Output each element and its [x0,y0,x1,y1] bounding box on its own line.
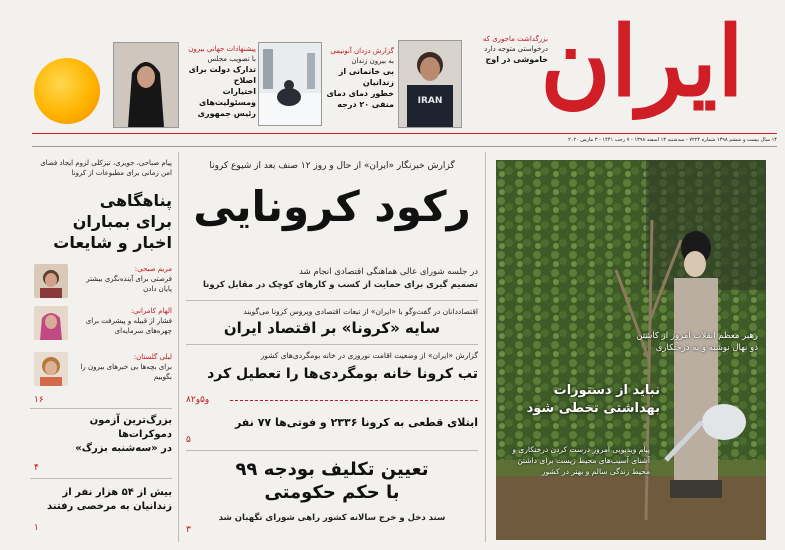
person-2[interactable] [72,306,172,336]
main-headline-2[interactable]: سایه «کرونا» بر اقتصاد ایران [223,319,441,337]
teaser-2-kicker: گزارش دزدان آنونیمی [330,47,394,55]
main-headline-5b[interactable]: با حکم حکومتی [264,482,400,503]
side-mid-3[interactable]: در «سه‌شنبه بزرگ» [75,443,172,454]
main-headline[interactable]: رکود کرونایی [193,182,471,231]
photo-caption-small-1: رهبر معظم انقلاب امروز از کاشتن [636,331,758,341]
teaser-1-headline: خاموشی در اوج [485,55,548,64]
dateline: ۱۴ سال بیست و ششم ۱۳۹۸ شماره ۷۲۲۴ - سه‌شنبه ۱۳ اسفند ۱۳۹۸ - ۷ رجب ۱۴۴۱ - ۳ مارس ۲۰۲۰ [32,133,777,147]
person-2-text: فشار از قبیله و پیشرفت برای چهره‌های سرمایه‌ای [85,317,172,335]
rule-1 [186,300,478,301]
side-mid-1[interactable]: بزرگ‌ترین آزمون [89,415,172,426]
portrait-2 [34,306,68,340]
photo-caption-body: پیام ویدیویی امروز درست کردن درختکاری و آشنای آسیب‌های محیط زیست برای داشتن محیط زندگی سالم و بهتر در کشور [512,445,650,476]
masthead-logo: ایران [540,5,744,118]
teaser-1[interactable] [470,34,548,65]
side-top-text: پیام صباحی، جویزی، تیزکلی لزوم ایجاد فضای امن زمانی برای مطبوعات از کرونا [40,159,172,177]
column-divider-left [178,152,179,542]
weather-sun-icon [34,58,100,124]
person-1-name: مریم صبحی: [134,265,172,273]
main-sub-4: گزارش «ایران» از وضعیت اقامت نوروزی در خانه بومگردی‌های کشور [260,351,478,360]
photo-caption-small-2: دو نهال نوشته و به درختکاری [655,343,758,353]
teaser-3-headline-2: اختیارات ومسئولیت‌های [199,87,256,107]
main-sub-5: سند دخل و خرج سالانه کشور راهی شورای نگهبان شد [218,513,446,523]
column-divider-right [485,152,486,542]
main-headline-4[interactable]: ابتلای قطعی به کرونا ۲۳۳۶ و فوتی‌ها ۷۷ نفر [234,416,478,429]
rule-2 [186,344,478,345]
teaser-2[interactable] [324,46,394,110]
teaser-2-headline-3: منفی ۲۰ درجه [337,100,394,109]
teaser-4-photo [113,42,179,128]
main-sub-2[interactable]: تصمیم گیری برای حمایت از کسب و کارهای کوچک در مقابل کرونا [202,280,478,290]
portrait-1 [34,264,68,298]
side-mid-2[interactable]: دموکرات‌ها [118,429,172,440]
person-1-text: فرصتی برای آینده‌نگری بیشتر پایان دادن [86,275,172,293]
page-ref-1: ۸و۵و۲ [186,395,210,405]
page-ref-2: ۵ [186,435,191,445]
teaser-3-photo [258,42,322,126]
side-headline-3[interactable]: اخبار و شایعات [53,233,172,252]
main-sub-1: در جلسه شورای عالی هماهنگی اقتصادی انجام شد [299,267,478,277]
main-headline-5a[interactable]: تعیین تکلیف بودجه ۹۹ [235,459,429,480]
teaser-2-photo [398,40,462,128]
teaser-3-kicker: پیشنهادات جهانی بیرون [188,45,256,53]
person-3[interactable] [72,352,172,382]
main-headline-3[interactable]: تب کرونا خانه بومگردی‌ها را تعطیل کرد [207,366,478,382]
person-3-name: لیلی گلستان: [133,353,172,361]
side-bottom-1[interactable]: بیش از ۵۴ هزار نفر از [62,487,172,498]
photo-caption-big-1[interactable]: نباید از دستورات [553,383,660,398]
teaser-2-headline: بی خانمانی از زندانیان [338,67,394,87]
teaser-2-headline-2: خطور دمای دمای [326,89,394,98]
teaser-3-headline: تدارک دولت برای اصلاح [188,65,256,85]
side-rule-1 [30,408,172,409]
side-headline-2[interactable]: برای بمباران [72,212,172,231]
side-page-ref-3: ۱ [34,523,39,533]
teaser-3-text: با تصویب مجلس [207,55,256,63]
portrait-3 [34,352,68,386]
teaser-1-text: درخواستی متوجه دارد [484,45,548,53]
rule-4 [186,450,478,451]
person-3-text: برای بچه‌ها بی خبرهای بیرون را بگوییم [80,363,172,381]
person-2-name: الهام کامرانی: [130,307,172,315]
side-bottom-2[interactable]: زندانیان به مرخصی رفتند [47,501,172,512]
main-kicker: گزارش خبرنگار «ایران» از حال و روز ۱۲ صنف بعد از شیوع کرونا [209,161,455,171]
side-page-ref-2: ۴ [34,463,39,473]
main-sub-3: اقتصاددانان در گفت‌وگو با «ایران» از تبعات اقتصادی ویروس کرونا می‌گویند [243,307,478,316]
person-1[interactable] [72,264,172,294]
side-headline-1[interactable]: پناهگاهی [99,191,172,210]
svg-text:IRAN: IRAN [417,96,443,106]
side-rule-2 [30,478,172,479]
page-ref-3: ۳ [186,525,191,535]
teaser-1-kicker: بزرگداشت ماجوری که [482,35,548,43]
teaser-3[interactable] [180,44,256,119]
side-page-ref-1: ۱۶ [34,395,44,405]
photo-caption-big-2[interactable]: بهداشتی تخطی شود [526,401,660,416]
teaser-2-text: به بیرون زندان [351,57,394,65]
teaser-3-headline-3: رئیس جمهوری [197,109,256,118]
rule-3 [230,400,478,401]
